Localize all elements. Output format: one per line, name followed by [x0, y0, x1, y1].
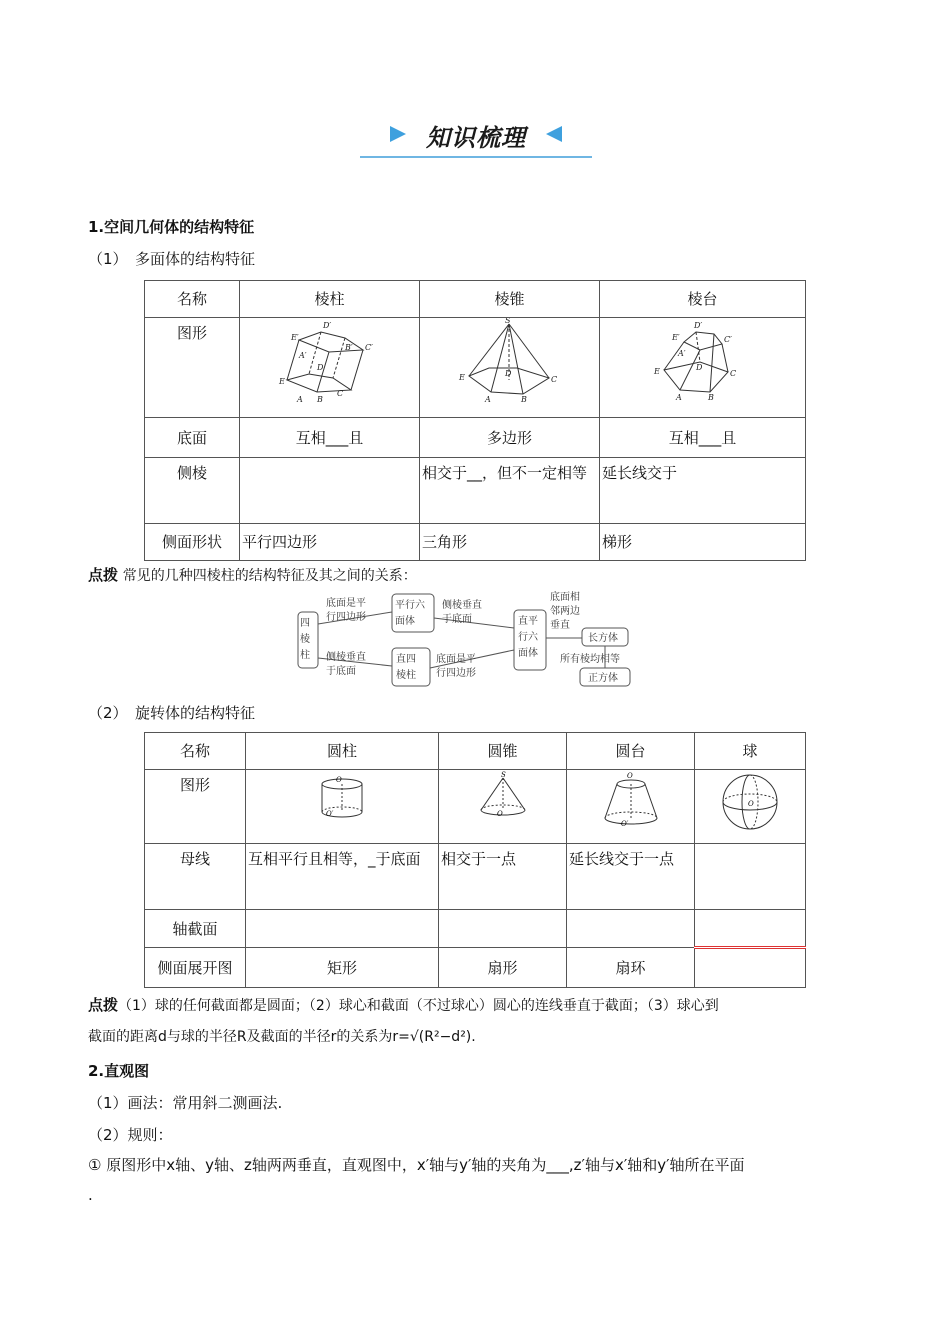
- sphere-unfold: [695, 948, 806, 988]
- rheader-frustum: 圆台: [567, 733, 695, 770]
- flow-a1: 底面是平: [326, 598, 366, 609]
- svg-text:B′: B′: [344, 343, 353, 352]
- tip2-label: 点拨: [88, 996, 119, 1014]
- label-edge: 侧棱: [145, 458, 240, 524]
- frustum-unfold: 扇环: [567, 948, 695, 988]
- rheader-cylinder: 圆柱: [246, 733, 439, 770]
- sphere-diagram: [718, 770, 782, 832]
- prism-face: 平行四边形: [240, 524, 420, 561]
- svg-text:O′: O′: [326, 810, 334, 818]
- pyramid-base: 多边形: [420, 418, 600, 458]
- flow-n1-b: 棱: [300, 634, 310, 645]
- rlabel-axis: 轴截面: [145, 910, 246, 948]
- flow-n3c: 面体: [518, 648, 538, 659]
- prism-figure: [240, 318, 420, 418]
- section1-heading: 1.空间几何体的结构特征: [88, 218, 255, 236]
- tip1: [88, 564, 417, 585]
- cylinder-diagram: [312, 770, 372, 826]
- section2-l3: ① 原图形中x轴、y轴、z轴两两垂直，直观图中，x′轴与y′轴的夹角为___,z′轴与x′轴和y′轴所在平面: [88, 1156, 745, 1174]
- flow-a3c: 垂直: [550, 620, 570, 631]
- section-title: [360, 112, 592, 160]
- prism-relation-diagram: [296, 588, 656, 692]
- svg-text:C′: C′: [723, 335, 732, 344]
- tip2-line1: [88, 994, 868, 1015]
- svg-text:B: B: [520, 395, 527, 404]
- prism-edge: [240, 458, 420, 524]
- pyramid-figure: [420, 318, 600, 418]
- flow-a1b: 行四边形: [326, 612, 366, 623]
- svg-text:A: A: [296, 395, 303, 404]
- cone-gen: 相交于一点: [439, 844, 567, 910]
- svg-text:D: D: [695, 363, 702, 372]
- sub1-heading: （1） 多面体的结构特征: [88, 250, 256, 268]
- frustum-cone-figure: [567, 770, 695, 844]
- sub2-heading: （2） 旋转体的结构特征: [88, 704, 256, 722]
- rheader-name: 名称: [145, 733, 246, 770]
- svg-text:O: O: [336, 776, 342, 784]
- svg-text:E: E: [278, 377, 285, 386]
- svg-text:A′: A′: [298, 351, 307, 360]
- label-figure: 图形: [145, 318, 240, 418]
- flow-a2b: 于底面: [442, 614, 472, 625]
- sphere-axis: [695, 910, 806, 948]
- flow-n2b: 面体: [395, 616, 415, 627]
- pyramid-face: 三角形: [420, 524, 600, 561]
- svg-text:C′: C′: [364, 343, 373, 352]
- svg-text:D: D: [316, 363, 323, 372]
- svg-text:D: D: [504, 369, 511, 378]
- flow-n1-a: 四: [300, 618, 310, 629]
- frustum-gen: 延长线交于一点: [567, 844, 695, 910]
- sphere-gen: [695, 844, 806, 910]
- svg-text:D′: D′: [693, 321, 702, 330]
- header-frustum: 棱台: [600, 281, 806, 318]
- svg-text:D′: D′: [322, 321, 331, 330]
- rheader-cone: 圆锥: [439, 733, 567, 770]
- title-text: 知识梳理: [426, 124, 526, 152]
- frustum-cone-diagram: [599, 770, 663, 832]
- frustum-figure: [600, 318, 806, 418]
- svg-text:E′: E′: [290, 333, 299, 342]
- header-prism: 棱柱: [240, 281, 420, 318]
- svg-text:C: C: [550, 375, 557, 384]
- svg-text:E: E: [458, 373, 465, 382]
- flow-n1-c: 柱: [300, 650, 310, 661]
- rotation-table: [144, 732, 806, 988]
- svg-text:A: A: [675, 393, 682, 402]
- header-name: 名称: [145, 281, 240, 318]
- rheader-sphere: 球: [695, 733, 806, 770]
- svg-text:S: S: [504, 318, 510, 325]
- svg-text:C: C: [729, 369, 736, 378]
- tip1-text: 常见的几种四棱柱的结构特征及其之间的关系：: [122, 568, 417, 584]
- flow-a2: 侧棱垂直: [442, 600, 482, 611]
- flow-a6b: 行四边形: [436, 668, 476, 679]
- flow-a5: 侧棱垂直: [326, 652, 366, 663]
- cone-unfold: 扇形: [439, 948, 567, 988]
- svg-text:A′: A′: [677, 349, 686, 358]
- svg-text:E: E: [653, 367, 660, 376]
- cylinder-unfold: 矩形: [246, 948, 439, 988]
- header-pyramid: 棱锥: [420, 281, 600, 318]
- svg-text:C: C: [336, 389, 343, 398]
- frustum-diagram: [648, 318, 758, 404]
- section2-l1: （1）画法：常用斜二测画法.: [88, 1094, 283, 1112]
- tip1-label: 点拨: [88, 566, 119, 584]
- tip2-text1: （1）球的任何截面都是圆面；（2）球心和截面（不过球心）圆心的连线垂直于截面；（3）球心到: [118, 998, 719, 1014]
- flow-n4: 长方体: [588, 633, 618, 644]
- rlabel-gen: 母线: [145, 844, 246, 910]
- polyhedron-table: [144, 280, 806, 561]
- rlabel-unfold: 侧面展开图: [145, 948, 246, 988]
- flow-n3: 直平: [518, 616, 538, 627]
- section2-l4: .: [88, 1186, 93, 1204]
- svg-text:O: O: [496, 810, 503, 818]
- flow-a3: 底面相: [550, 592, 580, 603]
- flow-svg: [296, 588, 656, 692]
- flow-n3b: 行六: [518, 632, 538, 643]
- flow-a5b: 于底面: [326, 666, 356, 677]
- flow-a6: 底面是平: [436, 654, 476, 665]
- cone-axis: [439, 910, 567, 948]
- svg-text:O: O: [748, 800, 754, 808]
- svg-text:A: A: [484, 395, 491, 404]
- flow-n6: 直四: [396, 654, 416, 665]
- svg-text:O′: O′: [620, 820, 628, 828]
- frustum-axis: [567, 910, 695, 948]
- svg-text:B: B: [316, 395, 323, 404]
- title-underline: [360, 156, 592, 158]
- triangle-right-icon: [546, 126, 562, 142]
- prism-diagram: [275, 318, 385, 404]
- section2-l2: （2）规则：: [88, 1126, 173, 1144]
- cone-diagram: [473, 770, 533, 826]
- cylinder-axis: [246, 910, 439, 948]
- tip2-line2: 截面的距离d与球的半径R及截面的半径r的关系为r=√(R²−d²).: [88, 1029, 476, 1045]
- flow-n6b: 棱柱: [396, 670, 416, 681]
- flow-n2: 平行六: [395, 600, 425, 611]
- rlabel-figure: 图形: [145, 770, 246, 844]
- flow-a3b: 邻两边: [550, 606, 580, 617]
- svg-text:O: O: [626, 772, 633, 780]
- frustum-base: 互相___且: [600, 418, 806, 458]
- prism-base: 互相___且: [240, 418, 420, 458]
- svg-text:B: B: [707, 393, 714, 402]
- flow-a4: 所有棱均相等: [560, 654, 620, 665]
- label-face: 侧面形状: [145, 524, 240, 561]
- pyramid-diagram: [455, 318, 565, 404]
- sphere-figure: [695, 770, 806, 844]
- svg-text:S: S: [500, 771, 506, 779]
- cylinder-figure: [246, 770, 439, 844]
- pyramid-edge: 相交于__，但不一定相等: [420, 458, 600, 524]
- frustum-face: 梯形: [600, 524, 806, 561]
- label-base: 底面: [145, 418, 240, 458]
- svg-text:E′: E′: [671, 333, 680, 342]
- cone-figure: [439, 770, 567, 844]
- frustum-edge: 延长线交于: [600, 458, 806, 524]
- flow-n5: 正方体: [588, 673, 618, 684]
- section2-heading: 2.直观图: [88, 1062, 150, 1080]
- cylinder-gen: 互相平行且相等，_于底面: [246, 844, 439, 910]
